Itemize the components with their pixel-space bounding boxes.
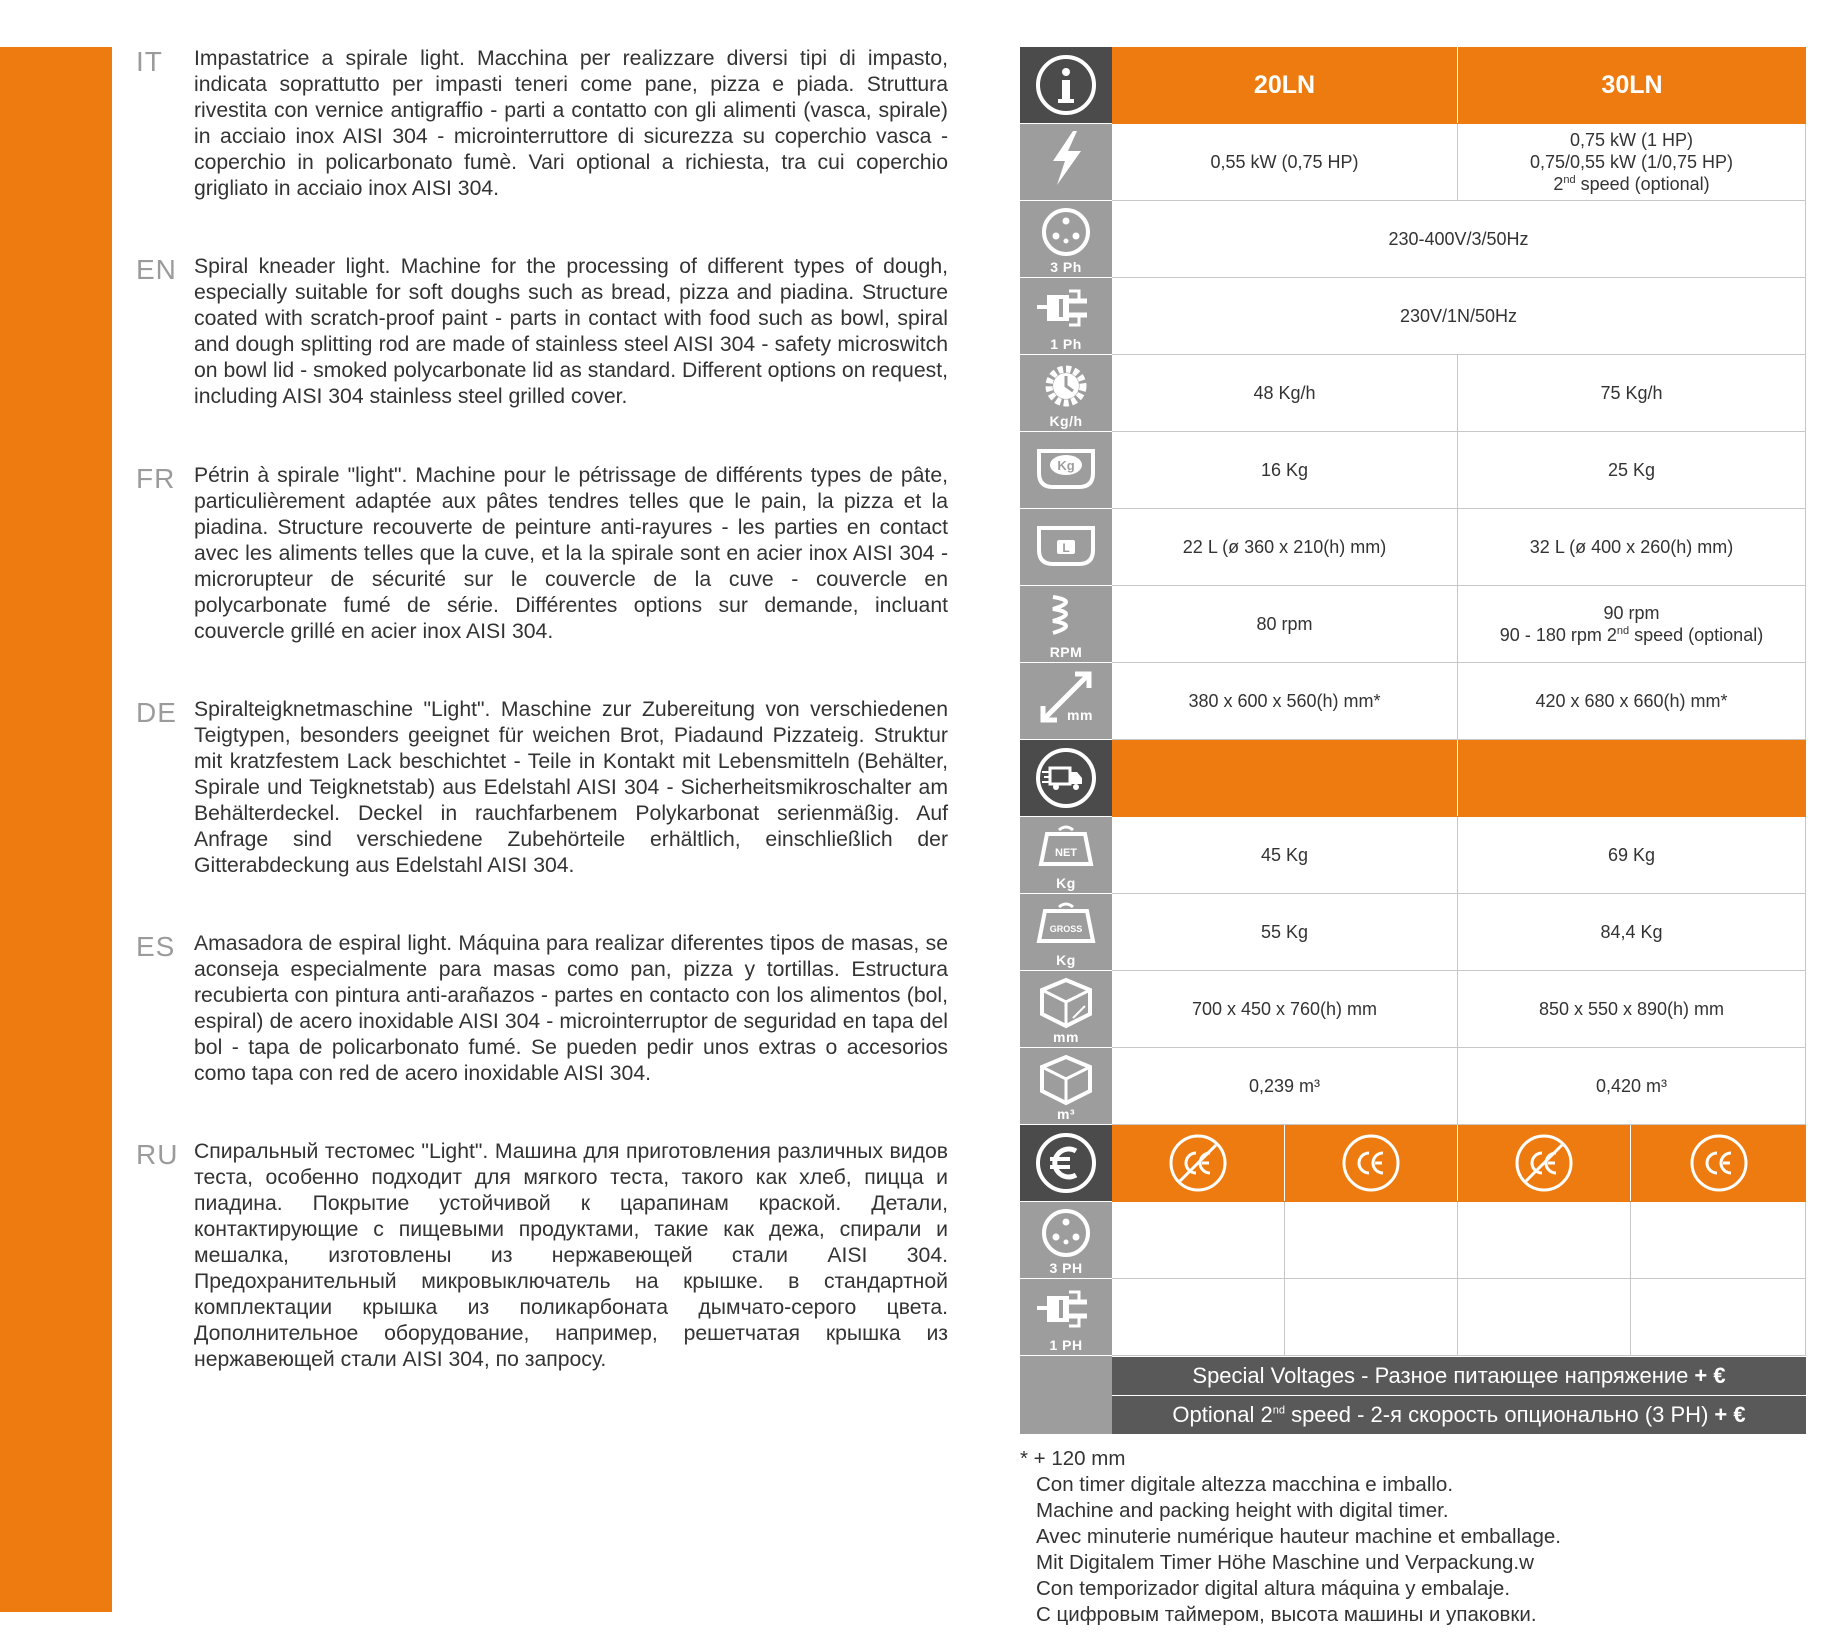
icon-label: Kg/h (1049, 413, 1083, 429)
footnote-marker: * + 120 mm (1020, 1447, 1126, 1470)
optional-speed-text: Optional 2nd speed - 2-я скорость опционально (3 PH) (1172, 1402, 1709, 1427)
price-cell (1631, 1279, 1806, 1355)
lang-code: EN (136, 254, 177, 285)
power-20ln: 0,55 kW (0,75 HP) (1112, 124, 1458, 200)
model-30ln: 30LN (1601, 71, 1663, 99)
spec-table (1020, 47, 1806, 1434)
voltage-1ph: 230V/1N/50Hz (1112, 278, 1806, 354)
icon-label: Kg (1056, 875, 1076, 891)
table-row-capacity (1112, 432, 1806, 509)
info-icon (1020, 47, 1112, 124)
table-row-power (1112, 124, 1806, 201)
dimensions-30ln: 420 x 680 x 660(h) mm* (1458, 663, 1806, 739)
icon-label: 1 PH (1049, 1337, 1083, 1353)
table-row-voltage-1ph (1112, 278, 1806, 355)
bowl-capacity-icon (1020, 509, 1112, 586)
footnote-line: Avec minuterie numérique hauteur machine et emballage. (1036, 1525, 1561, 1548)
price-row-1ph (1112, 1279, 1806, 1356)
price-cell (1285, 1279, 1458, 1355)
svg-text:L: L (1062, 541, 1070, 555)
no-ce-icon (1458, 1125, 1631, 1201)
plug-1ph-icon (1020, 1279, 1112, 1356)
svg-text:Kg: Kg (1057, 458, 1075, 473)
output-20ln: 48 Kg/h (1112, 355, 1458, 431)
ce-header-row (1112, 1125, 1806, 1202)
orange-side-bar (0, 47, 112, 1612)
footnote-line: Machine and packing height with digital timer. (1036, 1499, 1449, 1522)
optional-speed-bar (1112, 1396, 1806, 1434)
description-text: Spiral kneader light. Machine for the processing of different types of dough, especially suitable for soft doughs such as bread, pizza and piadina. Structure coated with scratch-proof paint - parts in contact with food such as bowl, spiral and dough splitting rod are made of stainless steel AISI 304 - safety microswitch on bowl lid - smoked polycarbonate lid as standard. Different options on request, including AISI 304 stainless steel grilled cover. (194, 255, 948, 408)
description-text: Спиральный тестомес "Light". Машина для приготовления различных видов теста, особенно подходит для мягкого теста, такого как хлеб, пицца и пиадина. Покрытие устойчивой к царапинам краской. Детали, контактирующие с пищевыми продуктами, такие как дежа, спирали и мешалка, изготовлены из нержавеющей стали AISI 304. Предохранительный микровыключатель на крышке. в стандартной комплектации крышка из поликарбоната дымчато-серого цвета. Дополнительное оборудование, например, решетчатая крышка из нержавеющей стали AISI 304, по запросу. (194, 1140, 948, 1371)
special-voltages-bar (1112, 1357, 1806, 1395)
shipping-header-cell (1112, 740, 1458, 816)
table-row-voltage-3ph (1112, 201, 1806, 278)
dimensions-20ln: 380 x 600 x 560(h) mm* (1112, 663, 1458, 739)
plug-1ph-icon (1020, 278, 1112, 355)
package-dimensions-icon (1020, 971, 1112, 1048)
table-header-row (1112, 47, 1806, 124)
icon-column (1020, 47, 1112, 1434)
description-text: Pétrin à spirale "light". Machine pour le pétrissage de différents types de pâte, particulièrement adaptée aux pâtes tendres telles que le pain, la pizza et la piadina. Structure recouverte de peinture anti-rayures - les parties en contact avec les aliments telles que la cuve, et la la spirale sont en acier inox AISI 304 - microrupteur de sécurité sur le couvercle de la cuve - couvercle en polycarbonate fumé de série. Différentes options sur demande, incluant couvercle grillé en acier inox AISI 304. (194, 464, 948, 643)
footnote-line: С цифровым таймером, высота машины и упаковки. (1036, 1603, 1537, 1626)
table-row-bowl (1112, 509, 1806, 586)
lang-code: DE (136, 697, 177, 728)
output-30ln: 75 Kg/h (1458, 355, 1806, 431)
capacity-20ln: 16 Kg (1112, 432, 1458, 508)
no-ce-icon (1112, 1125, 1285, 1201)
bowl-30ln: 32 L (ø 400 x 260(h) mm) (1458, 509, 1806, 585)
description-text: Impastatrice a spirale light. Macchina per realizzare diversi tipi di impasto, indicata soprattutto per impasti teneri come pane, pizza e piada. Struttura rivestita con vernice antigraffio - parti a contatto con gli alimenti (vasca, spirale) in acciaio inox AISI 304 - microinterruttore di sicurezza su coperchio vasca - coperchio in policarbonato fumè. Vari optional a richiesta, tra cui coperchio grigliato in acciaio inox AISI 304. (194, 47, 948, 200)
rpm-20ln: 80 rpm (1112, 586, 1458, 662)
icon-label: 3 PH (1049, 1260, 1083, 1276)
net-weight-icon (1020, 817, 1112, 894)
voltage-3ph: 230-400V/3/50Hz (1112, 201, 1806, 277)
price-cell (1458, 1202, 1631, 1278)
table-row-volume (1112, 1048, 1806, 1125)
table-row-output (1112, 355, 1806, 432)
svg-text:NET: NET (1055, 847, 1077, 859)
icon-label: m³ (1056, 1106, 1076, 1122)
euro-icon (1020, 1125, 1112, 1202)
volume-20ln: 0,239 m³ (1112, 1048, 1458, 1124)
icon-label: 3 Ph (1050, 259, 1082, 275)
table-row-dimensions (1112, 663, 1806, 740)
model-20ln: 20LN (1112, 47, 1458, 123)
package-volume-icon (1020, 1048, 1112, 1125)
price-cell (1112, 1202, 1285, 1278)
icon-label: mm (1053, 1029, 1079, 1045)
power-30ln-line3: 2nd speed (optional) (1553, 174, 1710, 194)
icon-label: Kg (1056, 952, 1076, 968)
special-voltages-text: Special Voltages - Разное питающее напряжение (1192, 1363, 1689, 1388)
power-30ln (1458, 124, 1806, 200)
lang-code: FR (136, 463, 176, 494)
capacity-30ln: 25 Kg (1458, 432, 1806, 508)
table-row-packing-dims (1112, 971, 1806, 1048)
lang-code: RU (136, 1139, 179, 1170)
rpm-30ln (1458, 586, 1806, 662)
description-text: Spiralteigknetmaschine "Light". Maschine zur Zubereitung von verschiedenen Teigtypen, besonders geeignet für weichen Brot, Piadaund Pizzateig. Struktur mit kratzfestem Lack beschichtet - Teile in Kontakt mit Lebensmitteln (Behälter, Spirale und Teigknetstab) aus Edelstahl AISI 304 - Sicherheitsmikroschalter am Behälterdeckel. Deckel in rauchfarbenem Polykarbonat serienmäßig. Auf Anfrage sind verschiedene Zubehörteile erhältlich, einschließlich der Gitterabdeckung aus Edelstahl AISI 304. (194, 698, 948, 877)
icon-label: mm (1067, 707, 1093, 723)
socket-3ph-icon (1020, 201, 1112, 278)
table-row-gross-weight (1112, 894, 1806, 971)
packing-dims-30ln: 850 x 550 x 890(h) mm (1458, 971, 1806, 1047)
socket-3ph-icon (1020, 1202, 1112, 1279)
footnote-line: Con timer digitale altezza macchina e imballo. (1036, 1473, 1454, 1496)
net-weight-20ln: 45 Kg (1112, 817, 1458, 893)
dimensions-arrow-icon (1020, 663, 1112, 740)
gross-weight-icon (1020, 894, 1112, 971)
delivery-truck-icon (1020, 740, 1112, 817)
lang-code: IT (136, 46, 163, 77)
price-cell (1112, 1279, 1285, 1355)
shipping-header-row (1112, 740, 1806, 817)
footnote-line: Mit Digitalem Timer Höhe Maschine und Verpackung.w (1036, 1551, 1534, 1574)
dough-weight-icon (1020, 432, 1112, 509)
table-row-net-weight (1112, 817, 1806, 894)
rpm-30ln-line1: 90 rpm (1603, 603, 1660, 623)
table-row-rpm (1112, 586, 1806, 663)
packing-dims-20ln: 700 x 450 x 760(h) mm (1112, 971, 1458, 1047)
ce-icon (1631, 1125, 1806, 1201)
footnote-line: Con temporizador digital altura máquina y embalaje. (1036, 1577, 1511, 1600)
gross-weight-30ln: 84,4 Kg (1458, 894, 1806, 970)
bowl-20ln: 22 L (ø 360 x 210(h) mm) (1112, 509, 1458, 585)
power-30ln-line2: 0,75/0,55 kW (1/0,75 HP) (1529, 152, 1734, 172)
price-cell (1458, 1279, 1631, 1355)
description-text: Amasadora de espiral light. Máquina para realizar diferentes tipos de masas, se aconseja especialmente para masas como pan, pizza y tortillas. Estructura recubierta con pintura anti-arañazos - partes en contacto con los alimentos (bol, espiral) de acero inoxidable AISI 304 - microinterruptor de seguridad en tapa del bol - tapa de policarbonato fumé. Se pueden pedir unos extras o accesorios como tapa con red de acero inoxidable AISI 304. (194, 932, 948, 1085)
price-row-3ph (1112, 1202, 1806, 1279)
shipping-header-cell (1458, 740, 1806, 816)
gross-weight-20ln: 55 Kg (1112, 894, 1458, 970)
special-voltages-price: + € (1694, 1363, 1726, 1388)
gear-clock-icon (1020, 355, 1112, 432)
lightning-icon (1020, 124, 1112, 201)
svg-text:GROSS: GROSS (1049, 924, 1083, 934)
footnote (1020, 1446, 1820, 1628)
spiral-rpm-icon (1020, 586, 1112, 663)
price-cell (1285, 1202, 1458, 1278)
net-weight-30ln: 69 Kg (1458, 817, 1806, 893)
icon-label: RPM (1049, 644, 1083, 660)
rpm-30ln-line2: 90 - 180 rpm 2nd speed (optional) (1499, 625, 1764, 645)
optional-speed-price: + € (1714, 1402, 1746, 1427)
price-cell (1631, 1202, 1806, 1278)
power-30ln-line1: 0,75 kW (1 HP) (1569, 130, 1693, 150)
icon-label: 1 Ph (1050, 336, 1082, 352)
ce-icon (1285, 1125, 1458, 1201)
volume-30ln: 0,420 m³ (1458, 1048, 1806, 1124)
lang-code: ES (136, 931, 176, 962)
